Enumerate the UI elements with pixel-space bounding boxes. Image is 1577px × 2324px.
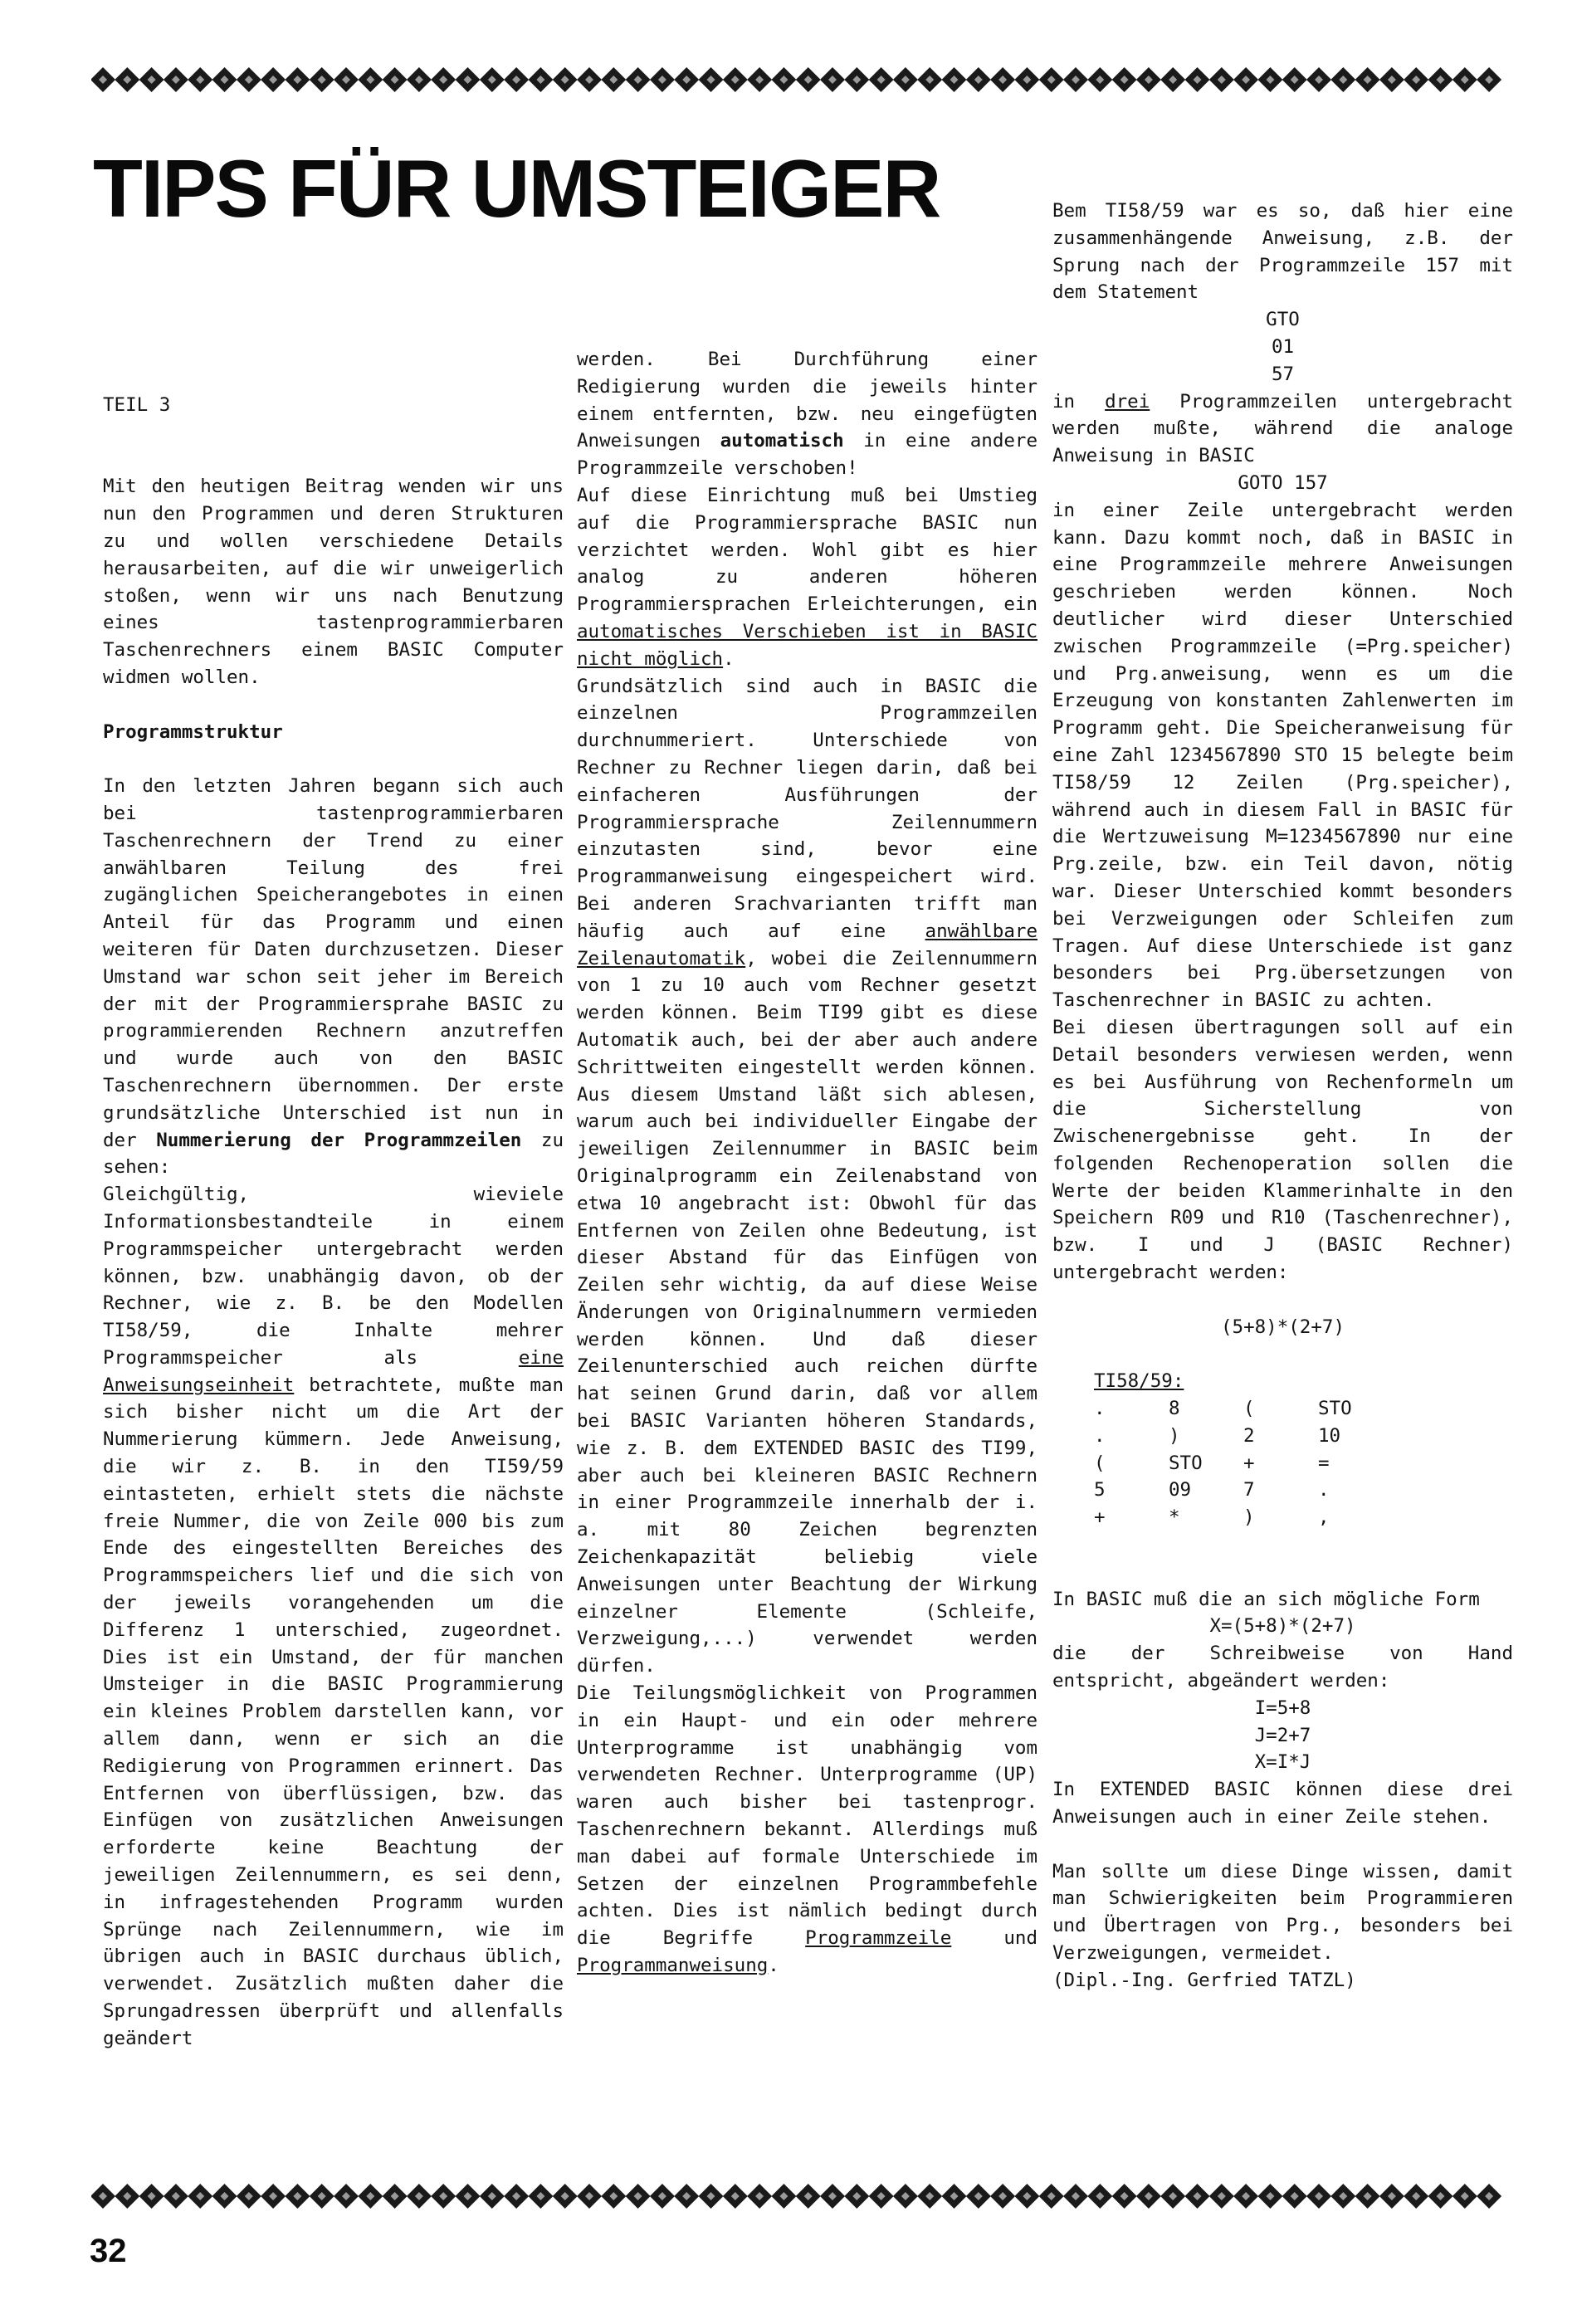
- ti-table-row: [1094, 1450, 1393, 1477]
- diamond-border-top: [91, 60, 1502, 100]
- part-label: TEIL 3: [103, 394, 171, 416]
- ti-table-cell: (: [1243, 1398, 1255, 1420]
- ti-table-cell: .: [1318, 1479, 1330, 1501]
- page-title: TIPS FÜR UMSTEIGER: [93, 143, 940, 234]
- code-line: 57: [1271, 363, 1295, 385]
- ti-table-cell: STO: [1169, 1452, 1203, 1474]
- paragraph: die der Schreibweise von Hand entspricht, abgeändert werden:: [1052, 1643, 1513, 1692]
- ti-table-cell: +: [1243, 1452, 1255, 1474]
- ti-table-cell: 7: [1243, 1479, 1255, 1501]
- paragraph: Bei diesen übertragungen soll auf ein Detail besonders verwiesen werden, wenn es bei Ausführung von Rechenformeln um die Sicherstellung von Zwischenergebnisse geht. In der folgenden Rechenoperation sollen die Werte der beiden Klammerinhalte in den Speichern R09 und R10 (Taschenrechner), bzw. I und J (BASIC Rechner) untergebracht werden:: [1052, 1016, 1513, 1284]
- ti-table-cell: .: [1094, 1424, 1106, 1447]
- paragraph: in drei Programmzeilen untergebracht werden mußte, während die analoge Anweisung in BASIC: [1052, 390, 1514, 467]
- ti-table-cell: .: [1094, 1398, 1106, 1420]
- paragraph: in einer Zeile untergebracht werden kann. Dazu kommt noch, daß in BASIC in eine Programmzeile mehrere Anweisungen geschrieben werden können. Noch deutlicher wird dieser Unterschied zwischen Programmzeile (=Prg.speicher) und Prg.anweisung, wenn es um die Erzeugung von konstanten Zahlenwerten im Programm geht. Die Speicheranweisung für eine Zahl 1234567890 STO 15 belegte beim TI58/59 12 Zeilen (Prg.speicher), während auch in diesem Fall in BASIC für die Wertzuweisung M=1234567890 nur eine Prg.zeile, bzw. ein Teil davon, nötig war. Dieser Unterschied kommt besonders bei Verzweigungen oder Schleifen zum Tragen. Auf diese Unterschiede ist ganz besonders bei Prg.übersetzungen von Taschenrechner in BASIC zu achten.: [1052, 499, 1513, 1012]
- ti-table-cell: STO: [1318, 1398, 1352, 1420]
- ti-table-cell: 8: [1169, 1398, 1180, 1420]
- ti-table-row: [1094, 1477, 1393, 1504]
- ti-table-cell: 10: [1318, 1424, 1341, 1447]
- ti-table-row: [1094, 1504, 1393, 1531]
- author-credit: (Dipl.-Ing. Gerfried TATZL): [1052, 1969, 1356, 1991]
- ti-table-row: [1094, 1395, 1393, 1423]
- ti-table-row: [1094, 1423, 1393, 1450]
- paragraph: Grundsätzlich sind auch in BASIC die einzelnen Programmzeilen durchnummeriert. Unterschiede von Rechner zu Rechner liegen darin, daß bei einfacheren Ausführungen der Programmiersprache Zeilennummern einzutasten sind, bevor eine Programmanweisung eingespeichert wird. Bei anderen Srachvarianten trifft man häufig auch auf eine anwählbare Zeilenautomatik, wobei die Zeilennummern von 1 zu 10 auch vom Rechner gesetzt werden können. Beim TI99 gibt es diese Automatik auch, bei der aber auch andere Schrittweiten eingestellt werden können. Aus diesem Umstand läßt sich ablesen, warum auch bei individueller Eingabe der jeweiligen Zeilennummer in BASIC beim Originalprogramm ein Zeilenabstand von etwa 10 angebracht ist: Obwohl für das Entfernen von Zeilen ohne Bedeutung, ist dieser Abstand für das Einfügen von Zeilen sehr wichtig, da auf diese Weise Änderungen von Originalnummern vermieden werden können. Und daß dieser Zeilenunterschied auch reichen dürfte hat seinen Grund darin, daß vor allem bei BASIC Varianten höheren Standards, wie z. B. dem EXTENDED BASIC des TI99, aber auch bei kleineren BASIC Rechnern in einer Programmzeile innerhalb der i. a. mit 80 Zeichen begrenzten Zeichenkapazität beliebig viele Anweisungen unter Beachtung der Wirkung einzelner Elemente (Schleife, Verzweigung,...) verwendet werden dürfen.: [577, 675, 1038, 1677]
- formula: (5+8)*(2+7): [1220, 1316, 1345, 1338]
- diamond-border-bottom: [91, 2176, 1502, 2216]
- code-line: J=2+7: [1254, 1724, 1311, 1746]
- page-number: 32: [90, 2233, 127, 2269]
- paragraph: In EXTENDED BASIC können diese drei Anweisungen auch in einer Zeile stehen.: [1052, 1779, 1513, 1828]
- column-1: [103, 392, 564, 2053]
- ti-label: TI58/59:: [1094, 1370, 1184, 1393]
- paragraph: Die Teilungsmöglichkeit von Programmen in ein Haupt- und ein oder mehrere Unterprogramme ist unabhängig vom verwendeten Rechner. Unterprogramme (UP) waren auch bisher bei tastenprogr. Taschenrechnern bekannt. Allerdings muß man dabei auf formale Unterschiede im Setzen der einzelnen Programmbefehle achten. Dies ist nämlich bedingt durch die Begriffe Programmzeile und Programmanweisung.: [577, 1682, 1038, 1977]
- ti-table-cell: 5: [1094, 1479, 1106, 1501]
- paragraph: Bem TI58/59 war es so, daß hier eine zusammenhängende Anweisung, z.B. der Sprung nach der Programmzeile 157 mit dem Statement: [1052, 200, 1513, 304]
- section-heading: Programmstruktur: [103, 720, 283, 743]
- code-line: 01: [1271, 335, 1295, 358]
- column-2: [577, 346, 1038, 1980]
- paragraph: Man sollte um diese Dinge wissen, damit man Schwierigkeiten beim Programmieren und Übertragen von Prg., besonders bei Verzweigungen, vermeidet.: [1052, 1860, 1513, 1964]
- ti-table-cell: 09: [1169, 1479, 1192, 1501]
- ti-table-cell: +: [1094, 1506, 1106, 1529]
- paragraph: Auf diese Einrichtung muß bei Umstieg auf die Programmiersprache BASIC nun verzichtet werden. Wohl gibt es hier analog zu anderen höheren Programmiersprachen Erleichterungen, ein automatisches Verschieben ist in BASIC nicht möglich.: [577, 484, 1038, 670]
- ti-table-cell: 2: [1243, 1424, 1255, 1447]
- ti-table-cell: ,: [1318, 1506, 1330, 1529]
- paragraph: In BASIC muß die an sich mögliche Form: [1052, 1588, 1480, 1610]
- ti-table-cell: ): [1169, 1424, 1180, 1447]
- intro-paragraph: Mit den heutigen Beitrag wenden wir uns nun den Programmen und deren Strukturen zu und wollen verschiedene Details herausarbeiten, auf die wir unweigerlich stoßen, wenn wir uns nach Benutzung eines tastenprogrammierbaren Taschenrechners einem BASIC Computer widmen wollen.: [103, 476, 564, 688]
- code-line: X=I*J: [1254, 1751, 1311, 1774]
- code-line: GOTO 157: [1238, 471, 1328, 494]
- ti-keystroke-table: [1094, 1395, 1393, 1531]
- ti-table-cell: ): [1243, 1506, 1255, 1529]
- diamond-chain-icon: [91, 2176, 1502, 2216]
- column-3: [1052, 198, 1513, 1994]
- paragraph: werden. Bei Durchführung einer Redigierung wurden die jeweils hinter einem entfernten, bzw. neu eingefügten Anweisungen automatisch in eine andere Programmzeile verschoben!: [577, 349, 1038, 480]
- code-line: I=5+8: [1254, 1697, 1311, 1719]
- formula: X=(5+8)*(2+7): [1209, 1615, 1356, 1638]
- paragraph: Gleichgültig, wieviele Informationsbestandteile in einem Programmspeicher untergebracht werden können, bzw. unabhängig davon, ob der Rechner, wie z. B. be den Modellen TI58/59, die Inhalte mehrer Programmspeicher als eine Anweisungseinheit betrachtete, mußte man sich bisher nicht um die Art der Nummerierung kümmern. Jede Anweisung, die wir z. B. in den TI59/59 eintasteten, erhielt stets die nächste freie Nummer, die von Zeile 000 bis zum Ende des eingestellten Bereiches des Programmspeichers lief und die sich von der jeweils vorangehenden um die Differenz 1 unterschied, zugeordnet. Dies ist ein Umstand, der für manchen Umsteiger in die BASIC Programmierung ein kleines Problem darstellen kann, vor allem dann, wenn er sich an die Redigierung von Programmen erinnert. Das Entfernen von überflüssigen, bzw. das Einfügen von zusätzlichen Anweisungen erforderte keine Beachtung der jeweiligen Zeilennummern, es sei denn, in infragestehenden Programm wurden Sprünge nach Zeilennummern, wie im übrigen auch in BASIC durchaus üblich, verwendet. Zusätzlich mußten daher die Sprungadressen überprüft und allenfalls geändert: [103, 1184, 564, 2049]
- paragraph: In den letzten Jahren begann sich auch bei tastenprogrammierbaren Taschenrechnern der Trend zu einer anwählbaren Teilung des frei zugänglichen Speicherangebotes in einen Anteil für das Programm und einen weiteren für Daten durchzusetzen. Dieser Umstand war schon seit jeher im Bereich der mit der Programmiersprahe BASIC zu programmierenden Rechnern anzutreffen und wurde auch von den BASIC Taschenrechnern übernommen. Der erste grundsätzliche Unterschied ist nun in der Nummerierung der Programmzeilen zu sehen:: [103, 775, 564, 1179]
- diamond-chain-icon: [91, 60, 1502, 100]
- code-line: GTO: [1266, 309, 1300, 331]
- ti-table-cell: *: [1169, 1506, 1180, 1529]
- ti-table-cell: (: [1094, 1452, 1106, 1474]
- ti-table-cell: =: [1318, 1452, 1330, 1474]
